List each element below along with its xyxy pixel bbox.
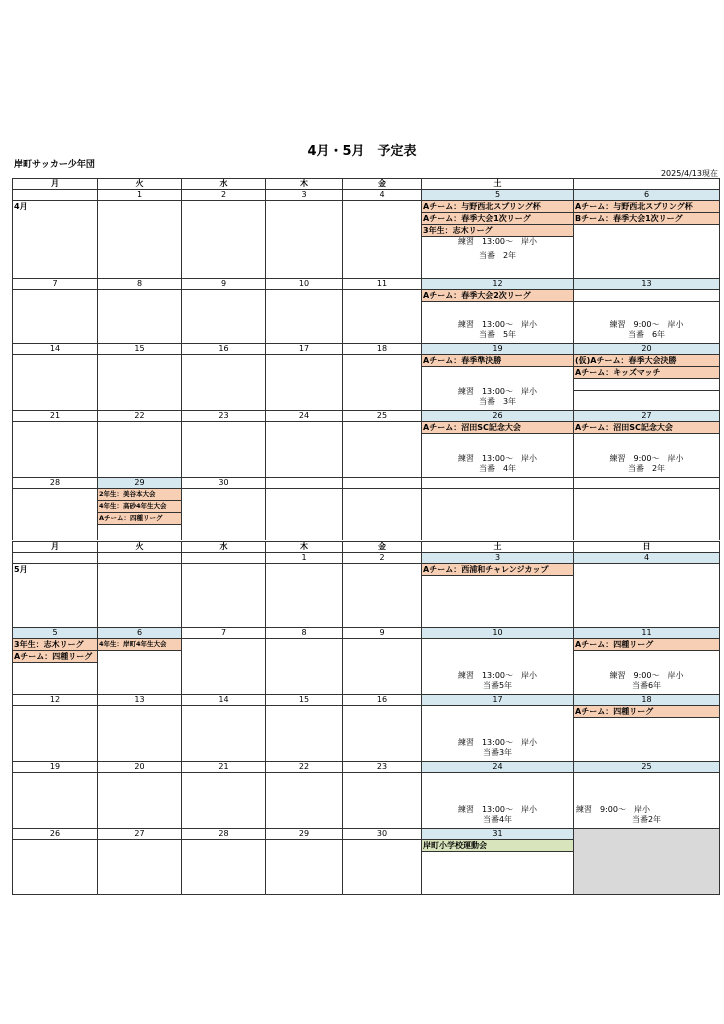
day-number: 27	[98, 829, 181, 840]
day-number: 14	[182, 695, 265, 706]
day-number: 7	[13, 279, 97, 290]
event-label: 4年生：高砂4年生大会	[98, 501, 181, 513]
duty-info: 当番 2年	[478, 251, 517, 260]
day-number	[343, 478, 421, 489]
weekday-header: 月	[13, 542, 98, 552]
day-number: 15	[266, 695, 342, 706]
day-cell	[13, 190, 98, 278]
day-number: 9	[182, 279, 265, 290]
day-number: 27	[574, 411, 719, 422]
day-cell	[13, 628, 98, 694]
day-number: 20	[574, 344, 719, 355]
day-number	[13, 553, 97, 564]
day-number: 22	[266, 762, 342, 773]
day-number: 13	[98, 695, 181, 706]
day-number	[13, 190, 97, 201]
week-row	[12, 410, 720, 477]
day-number	[422, 478, 573, 489]
day-number: 5	[13, 628, 97, 639]
day-number	[574, 829, 719, 839]
day-cell	[343, 695, 422, 761]
day-cell	[422, 279, 574, 343]
practice-info: 練習 13:00～ 岸小	[457, 454, 538, 463]
day-cell	[266, 190, 343, 278]
day-cell	[574, 628, 719, 694]
day-cell	[422, 553, 574, 627]
week-row	[12, 627, 720, 694]
day-cell	[574, 279, 719, 343]
day-number: 6	[98, 628, 181, 639]
day-cell	[266, 478, 343, 540]
day-cell	[343, 411, 422, 477]
day-number	[266, 478, 342, 489]
practice-info: 練習 13:00～ 岸小	[457, 805, 538, 814]
day-number: 1	[98, 190, 181, 201]
day-cell	[343, 762, 422, 828]
day-number: 3	[266, 190, 342, 201]
day-cell	[13, 411, 98, 477]
day-number: 3	[422, 553, 573, 564]
day-cell	[13, 344, 98, 410]
day-number: 17	[422, 695, 573, 706]
day-cell	[182, 695, 266, 761]
week-row	[12, 828, 720, 895]
day-number	[574, 478, 719, 489]
day-number: 14	[13, 344, 97, 355]
event-label: Aチーム：四種リーグ	[574, 639, 719, 651]
duty-info: 当番4年	[482, 815, 513, 824]
week-row	[12, 477, 720, 540]
day-cell	[266, 279, 343, 343]
weekday-header: 水	[182, 179, 266, 189]
day-cell	[182, 190, 266, 278]
event-label: Aチーム：キッズマッチ	[574, 367, 719, 379]
day-cell	[13, 695, 98, 761]
page-title: 4月・5月 予定表	[307, 144, 417, 159]
day-cell	[266, 628, 343, 694]
day-number: 25	[343, 411, 421, 422]
day-number: 8	[98, 279, 181, 290]
day-cell	[13, 829, 98, 894]
day-cell	[266, 411, 343, 477]
day-cell	[574, 829, 719, 894]
day-cell	[422, 478, 574, 540]
day-cell	[98, 279, 182, 343]
day-cell	[343, 829, 422, 894]
weekday-header: 月	[13, 179, 98, 189]
day-cell	[574, 190, 719, 278]
day-number: 5	[422, 190, 573, 201]
event-label: Aチーム：沼田SC記念大会	[422, 422, 573, 434]
weekday-header: 水	[182, 542, 266, 552]
day-cell	[422, 344, 574, 410]
day-number: 9	[343, 628, 421, 639]
duty-info: 当番2年	[631, 815, 662, 824]
day-number: 26	[422, 411, 573, 422]
day-number: 13	[574, 279, 719, 290]
day-number: 21	[13, 411, 97, 422]
duty-info: 当番3年	[482, 748, 513, 757]
day-cell	[13, 279, 98, 343]
day-cell	[343, 478, 422, 540]
day-cell	[574, 553, 719, 627]
day-cell	[182, 279, 266, 343]
event-label: 岸町小学校運動会	[422, 840, 573, 852]
day-cell	[98, 411, 182, 477]
weekday-header: 火	[98, 179, 182, 189]
day-cell	[574, 411, 719, 477]
day-cell	[266, 829, 343, 894]
weekday-header: 土	[422, 179, 574, 189]
day-cell	[182, 829, 266, 894]
duty-info: 当番 5年	[478, 330, 517, 339]
week-row	[12, 343, 720, 410]
day-number: 12	[13, 695, 97, 706]
day-cell	[422, 411, 574, 477]
day-cell	[574, 478, 719, 540]
week-row	[12, 278, 720, 343]
day-number: 1	[266, 553, 342, 564]
day-cell	[13, 762, 98, 828]
day-cell	[266, 553, 343, 627]
day-cell	[266, 762, 343, 828]
duty-info: 当番 2年	[627, 464, 666, 473]
day-cell	[574, 762, 719, 828]
event-label: Bチーム：春季大会1次リーグ	[574, 213, 719, 225]
day-cell	[574, 344, 719, 410]
practice-info: 練習 13:00～ 岸小	[457, 320, 538, 329]
practice-info: 練習 9:00～ 岸小	[576, 805, 650, 814]
day-cell	[422, 695, 574, 761]
day-cell	[13, 478, 98, 540]
event-label: Aチーム：沼田SC記念大会	[574, 422, 719, 434]
event-label: 2年生：美谷本大会	[98, 489, 181, 501]
day-cell	[98, 628, 182, 694]
weekday-header: 木	[266, 542, 343, 552]
event-label: Aチーム：与野西北スプリング杯	[574, 201, 719, 213]
day-number: 24	[422, 762, 573, 773]
practice-info: 練習 9:00～ 岸小	[609, 671, 684, 680]
month-label: 4月	[14, 202, 28, 211]
event-label: 3年生：志木リーグ	[422, 225, 573, 237]
day-number: 20	[98, 762, 181, 773]
day-number: 31	[422, 829, 573, 840]
day-number: 28	[182, 829, 265, 840]
day-number: 21	[182, 762, 265, 773]
day-number: 19	[13, 762, 97, 773]
day-number: 2	[343, 553, 421, 564]
day-cell	[343, 190, 422, 278]
day-number	[98, 553, 181, 564]
day-number: 11	[574, 628, 719, 639]
day-cell	[343, 628, 422, 694]
day-cell	[98, 553, 182, 627]
day-number: 15	[98, 344, 181, 355]
weekday-header: 火	[98, 542, 182, 552]
day-cell	[182, 553, 266, 627]
day-number: 30	[343, 829, 421, 840]
day-number: 19	[422, 344, 573, 355]
weekday-header: 日	[642, 542, 651, 551]
day-number: 29	[266, 829, 342, 840]
weekday-header: 金	[343, 542, 422, 552]
day-number: 10	[266, 279, 342, 290]
event-label: Aチーム：春季準決勝	[422, 355, 573, 367]
day-cell	[98, 478, 182, 540]
duty-info: 当番 3年	[478, 397, 517, 406]
day-number: 18	[343, 344, 421, 355]
weekday-header-row	[12, 541, 720, 552]
day-number: 28	[13, 478, 97, 489]
day-cell	[182, 762, 266, 828]
as-of-date: 2025/4/13現在	[660, 169, 718, 178]
event-label: Aチーム：四種リーグ	[13, 651, 97, 663]
day-cell	[422, 762, 574, 828]
day-cell	[574, 695, 719, 761]
day-number: 11	[343, 279, 421, 290]
event-blank	[574, 290, 719, 302]
day-cell	[422, 829, 574, 894]
day-cell	[343, 279, 422, 343]
day-number: 17	[266, 344, 342, 355]
weekday-header: 金	[343, 179, 422, 189]
duty-info: 当番6年	[631, 681, 662, 690]
practice-info: 練習 13:00～ 岸小	[457, 738, 538, 747]
day-number: 4	[574, 553, 719, 564]
day-number: 24	[266, 411, 342, 422]
may-calendar	[12, 541, 720, 895]
event-label: Aチーム：四種リーグ	[574, 706, 719, 718]
day-cell	[98, 829, 182, 894]
week-row	[12, 694, 720, 761]
day-number: 29	[98, 478, 181, 489]
day-number: 6	[574, 190, 719, 201]
weekday-header: 木	[266, 179, 343, 189]
day-number: 16	[343, 695, 421, 706]
weekday-header-row	[12, 178, 720, 189]
event-label: Aチーム：春季大会1次リーグ	[422, 213, 573, 225]
day-cell	[266, 695, 343, 761]
day-cell	[182, 628, 266, 694]
day-cell	[98, 190, 182, 278]
day-cell	[182, 478, 266, 540]
day-number: 23	[182, 411, 265, 422]
month-label: 5月	[14, 565, 28, 574]
week-row	[12, 761, 720, 828]
day-number: 18	[574, 695, 719, 706]
day-cell	[98, 695, 182, 761]
practice-info: 練習 13:00～ 岸小	[457, 237, 538, 246]
day-cell	[422, 628, 574, 694]
practice-info: 練習 13:00～ 岸小	[457, 387, 538, 396]
day-number: 4	[343, 190, 421, 201]
day-number: 22	[98, 411, 181, 422]
day-number	[182, 553, 265, 564]
practice-info: 練習 9:00～ 岸小	[609, 454, 684, 463]
week-row	[12, 552, 720, 627]
org-name: 岸町サッカー少年団	[14, 160, 95, 170]
event-label: 3年生：志木リーグ	[13, 639, 97, 651]
day-number: 25	[574, 762, 719, 773]
day-number: 23	[343, 762, 421, 773]
event-label: Aチーム：四種リーグ	[98, 513, 181, 525]
day-number: 12	[422, 279, 573, 290]
weekday-header	[574, 179, 719, 189]
day-number: 7	[182, 628, 265, 639]
day-number: 10	[422, 628, 573, 639]
event-label: Aチーム：西浦和チャレンジカップ	[422, 564, 573, 576]
day-number: 8	[266, 628, 342, 639]
april-calendar	[12, 178, 720, 540]
event-label: (仮)Aチーム：春季大会決勝	[574, 355, 719, 367]
day-cell	[266, 344, 343, 410]
practice-info: 練習 9:00～ 岸小	[609, 320, 684, 329]
day-cell	[182, 411, 266, 477]
duty-info: 当番 4年	[478, 464, 517, 473]
day-cell	[13, 553, 98, 627]
day-cell	[422, 190, 574, 278]
event-label: Aチーム：与野西北スプリング杯	[422, 201, 573, 213]
day-number: 26	[13, 829, 97, 840]
day-cell	[182, 344, 266, 410]
day-cell	[98, 762, 182, 828]
day-number: 2	[182, 190, 265, 201]
event-label: Aチーム：春季大会2次リーグ	[422, 290, 573, 302]
day-cell	[343, 553, 422, 627]
day-number: 30	[182, 478, 265, 489]
event-blank	[574, 379, 719, 391]
duty-info: 当番 6年	[627, 330, 666, 339]
day-number: 16	[182, 344, 265, 355]
weekday-header: 土	[422, 542, 574, 552]
event-label: 4年生：岸町4年生大会	[98, 639, 181, 651]
day-cell	[343, 344, 422, 410]
duty-info: 当番5年	[482, 681, 513, 690]
day-cell	[98, 344, 182, 410]
practice-info: 練習 13:00～ 岸小	[457, 671, 538, 680]
week-row	[12, 189, 720, 278]
